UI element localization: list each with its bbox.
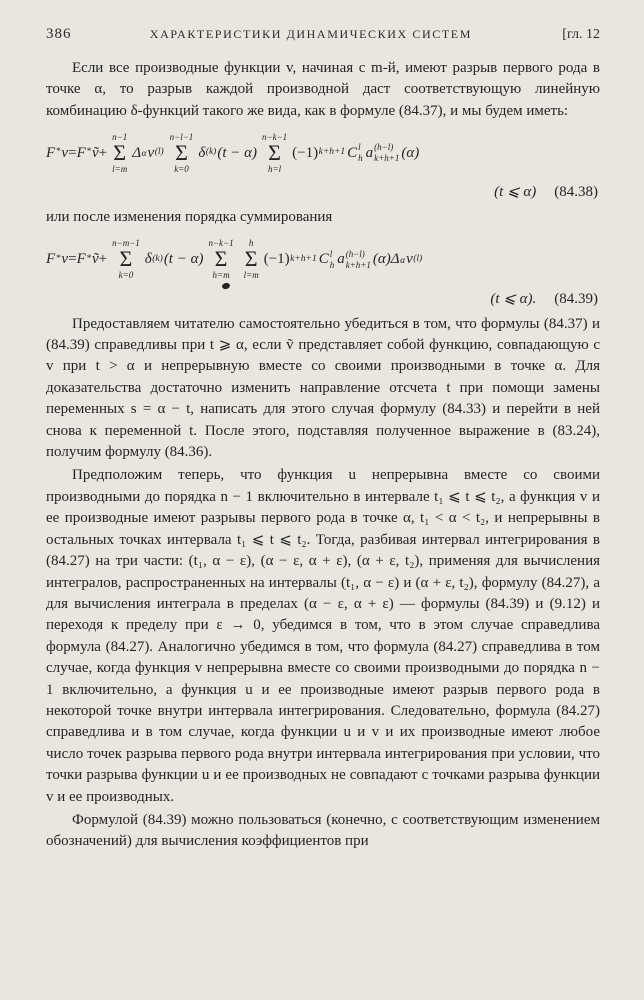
paragraph-connector: или после изменения порядка суммирования	[46, 209, 333, 226]
formula-block-84-38	[46, 130, 600, 201]
summation-symbol: n−1 Σ l=m	[112, 131, 128, 174]
paragraph-intro: Если все производные функции v, начиная с m-й, имеют разрыв первого рода в точке α, то разрыв каждой производной даст соответствующую линейную комбинацию δ-функций такого же вида, как в формуле (84.37), и мы будем иметь:	[46, 60, 600, 119]
equation-number: (84.38)	[554, 184, 598, 201]
summation-symbol: n−k−1 Σ h=m	[208, 238, 234, 281]
formula-expression-84-38: F * v = F * ṽ + n−1 Σ l=m Δ $_\alpha$ v $^{(l)}$ n−l−1 Σ k=0 δ $^{(k)}$ (t − α) n−k−1 Σ h=l (−1) $^{k+h+1}$ C l h a (h−l) k+h+1 (α)	[46, 131, 420, 174]
sub-sup-term: C l h	[318, 248, 335, 270]
equation-number: (84.39)	[554, 290, 598, 307]
page-header	[46, 26, 600, 43]
sub-sup-term: C l h	[347, 142, 363, 164]
paragraph-assumption: Предположим теперь, что функция u непрерывна вместе со своими производными до порядка n − 1 включительно в интервале t₁ ⩽ t ⩽ t₂, а функция v и ее производные имеют разрывы первого рода в точке α, t₁ < α < t₂, и непрерывны в остальных точках интервала t₁ ⩽ t ⩽ t₂. Тогда, разбивая интервал интегрирования в (84.27) на три части: (t₁, α − ε), (α − ε, α + ε), (α + ε, t₂), применяя для вычисления интегралов, распространенных на интервалы (t₁, α − ε) и (α + ε, t₂), формулу (84.27), а для вычисления интеграла в пределах (α − ε, α + ε) — формулы (84.39) и (9.12) и переходя к пределу при ε → 0, убедимся в том, что в этом случае справедлива формула (84.27). Аналогично убедимся в том, что формула (84.27) справедлива в том случае, когда функция v непрерывна вместе со своими производными до порядка n − 1 включительно, а функция u и ее производные имеют разрыв первого рода в некоторой точке внутри интервала интегрирования. Следовательно, формула (84.27) справедлива и в том случае, когда функции u и v и их производные имеют любое число точек разрыва первого рода внутри интервала интегрирования при условии, что точки разрыва функции u и ее производных не совпадают с точками разрыва функции v и ее производных.	[46, 467, 600, 805]
sub-sup-term: a (h−l) k+h+1	[365, 142, 400, 164]
paragraph-reader-exercise: Предоставляем читателю самостоятельно убедиться в том, что формулы (84.37) и (84.39) справедливы при t ⩾ α, если ṽ представляет собой функцию, совпадающую с v при t > α и непрерывную вместе со своими производными в точке α. Для доказательства достаточно изменить направление отсчета t при помощи замены переменных s = α − t, написать для этого случая формулу (84.33) и перейти в ней снова к переменной t. После этого, подставляя полученное выражение в (83.24), получим формулу (84.36).	[46, 315, 600, 461]
summation-symbol: n−k−1 Σ h=l	[262, 131, 288, 174]
summation-symbol: n−l−1 Σ k=0	[169, 131, 194, 174]
formula-block-84-39	[46, 237, 600, 308]
running-title: ХАРАКТЕРИСТИКИ ДИНАМИЧЕСКИХ СИСТЕМ	[149, 27, 472, 41]
sub-sup-term: a (h−l) k+h+1	[337, 248, 371, 270]
formula-tag-84-38	[46, 182, 598, 201]
formula-tag-84-39	[46, 289, 598, 308]
chapter-reference: [гл. 12	[562, 27, 600, 42]
formula-expression-84-39: F * v = F * ṽ + n−m−1 Σ k=0 δ $^{(k)}$ (t − α) n−k−1 Σ h=m h Σ l=m (−1) $^{k+h+1}$ C l h a (h−l) k+h+1 (α) Δ $_\alpha$ v $^{(l)}$	[46, 238, 423, 281]
summation-symbol: h Σ l=m	[243, 238, 259, 281]
page-number: 386	[46, 26, 72, 42]
paragraph-closing: Формулой (84.39) можно пользоваться (конечно, с соответствующим изменением обозначений) для вычисления коэффициентов при	[46, 811, 600, 850]
summation-symbol: n−m−1 Σ k=0	[112, 238, 140, 281]
formula-condition: (t ⩽ α).	[490, 290, 537, 307]
formula-condition: (t ⩽ α)	[494, 184, 537, 201]
